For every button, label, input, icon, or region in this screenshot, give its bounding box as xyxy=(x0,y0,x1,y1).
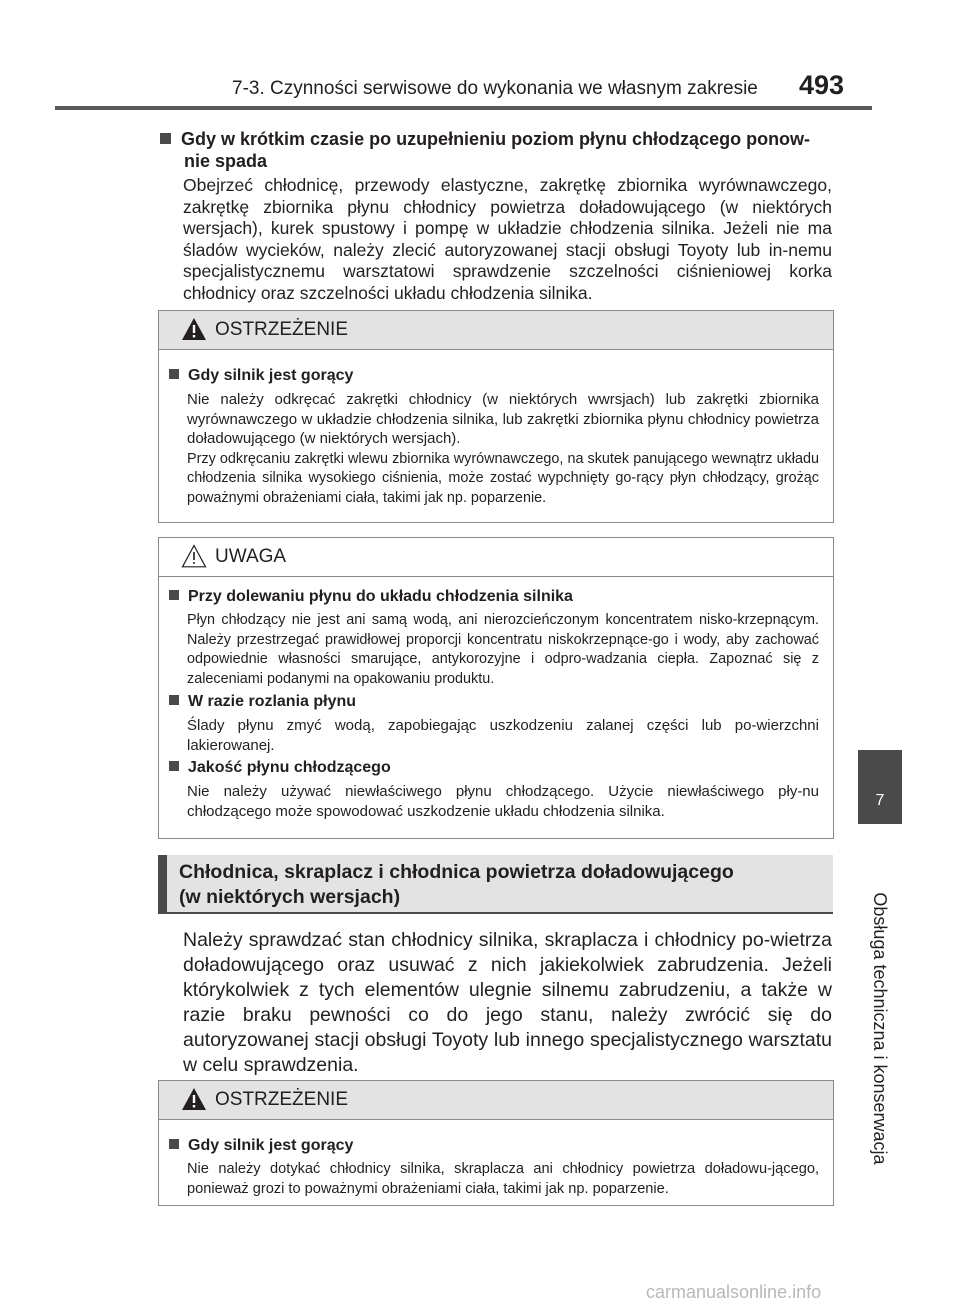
warning-triangle-icon xyxy=(181,1087,207,1111)
caution-triangle-icon xyxy=(181,544,207,568)
intro-section xyxy=(160,128,832,304)
warning-item-heading: Gdy silnik jest gorący xyxy=(169,366,819,386)
chapter-side-label xyxy=(858,826,902,1231)
notice-box xyxy=(158,537,834,839)
warning-label: OSTRZEŻENIE xyxy=(215,1089,349,1110)
notice-item-text: Płyn chłodzący nie jest ani samą wodą, ani nierozcieńczonym koncentratem nisko-krzepnącym. Należy przestrzegać prawidłowej proporcji koncentratu niskokrzepnące-go i wody, aby zachować odpowiednie własności smarujące, antykorozyjne i odpro-wadzania ciepła. Zapoznać się z zaleceniami podanymi na opakowaniu produktu. xyxy=(187,612,819,687)
square-bullet-icon xyxy=(169,590,179,600)
header-rule xyxy=(55,106,872,110)
intro-heading: Gdy w krótkim czasie po uzupełnieniu poziom płynu chłodzącego ponow-nie spada xyxy=(160,128,832,172)
notice-item-heading: Przy dolewaniu płynu do układu chłodzenia silnika xyxy=(169,587,819,607)
warning-triangle-icon xyxy=(181,317,207,341)
warning-box-header xyxy=(159,311,833,350)
square-bullet-icon xyxy=(169,1139,179,1149)
square-bullet-icon xyxy=(160,133,171,144)
section-heading xyxy=(158,855,833,913)
notice-item-heading: Jakość płynu chłodzącego xyxy=(169,758,819,778)
notice-item-heading: W razie rozlania płynu xyxy=(169,692,819,712)
warning-label: OSTRZEŻENIE xyxy=(215,319,349,340)
warning-box xyxy=(158,1080,834,1206)
running-header-title: 7-3. Czynności serwisowe do wykonania we własnym zakresie xyxy=(232,78,758,99)
warning-item-heading: Gdy silnik jest gorący xyxy=(169,1136,819,1156)
notice-box-header xyxy=(159,538,833,577)
square-bullet-icon xyxy=(169,369,179,379)
warning-box xyxy=(158,310,834,523)
warning-item-text: Przy odkręcaniu zakrętki wlewu zbiornika wyrównawczego, na skutek panującego wewnątrz układu chłodzenia silnika wysokiego ciśnienia, może zostać wypchnięty go-rący płyn chłodzący, grożąc poważnymi obrażeniami ciała, takimi jak np. poparzenie. xyxy=(187,450,819,506)
square-bullet-icon xyxy=(169,695,179,705)
warning-item-text: Nie należy odkręcać zakrętki chłodnicy (w niektórych wwrsjach) lub zakrętki zbiornika wyrównawczego w układzie chłodzenia silnika, lub zakrętki zbiornika płynu chłodnicy powietrza doładowującego (w niektórych wersjach). xyxy=(187,391,819,447)
chapter-label-text: Obsługa techniczna i konserwacja xyxy=(870,892,890,1165)
page-number: 493 xyxy=(799,70,845,100)
intro-body: Obejrzeć chłodnicę, przewody elastyczne, zakrętkę zbiornika wyrównawczego, zakrętkę zbiornika płynu chłodnicy powietrza doładowującego (w niektórych wersjach), kurek spustowy i pompę w układzie chłodzenia silnika. Jeżeli nie ma śladów wycieków, należy zlecić autoryzowanej stacji obsługi Toyoty lub in-nemu specjalistycznemu warsztatowi sprawdzenie szczelności ciśnieniowej korka chłodnicy oraz szczelności układu chłodzenia silnika. xyxy=(183,175,832,303)
section-body: Należy sprawdzać stan chłodnicy silnika, skraplacza i chłodnicy po-wietrza doładowującego oraz usuwać z nich jakiekolwiek zabrudzenia. Jeżeli którykolwiek z tych elementów ulegnie silnemu zabrudzeniu, a także w razie braku pewności co do jego stanu, należy zwrócić się do autoryzowanej stacji obsługi Toyoty lub innego specjalistycznego warsztatu w celu sprawdzenia. xyxy=(183,929,832,1076)
section-title: Chłodnica, skraplacz i chłodnica powietrza doładowującego (w niektórych wersjach) xyxy=(179,861,734,908)
chapter-tab[interactable]: 7 xyxy=(858,750,902,824)
square-bullet-icon xyxy=(169,761,179,771)
notice-label: UWAGA xyxy=(215,546,287,567)
notice-item-text: Ślady płynu zmyć wodą, zapobiegając uszkodzeniu zalanej części lub po-wierzchni lakierowanej. xyxy=(187,717,819,754)
watermark: carmanualsonline.info xyxy=(646,1282,822,1302)
warning-item-text: Nie należy dotykać chłodnicy silnika, skraplacza ani chłodnicy powietrza doładowu-jącego, ponieważ grozi to poważnymi obrażeniami ciała, takimi jak np. poparzenie. xyxy=(187,1161,819,1197)
notice-item-text: Nie należy używać niewłaściwego płynu chłodzącego. Użycie niewłaściwego pły-nu chłodzącego może spowodować uszkodzenie układu chłodzenia silnika. xyxy=(187,783,819,820)
warning-box-header xyxy=(159,1081,833,1120)
section-rule xyxy=(158,912,833,914)
